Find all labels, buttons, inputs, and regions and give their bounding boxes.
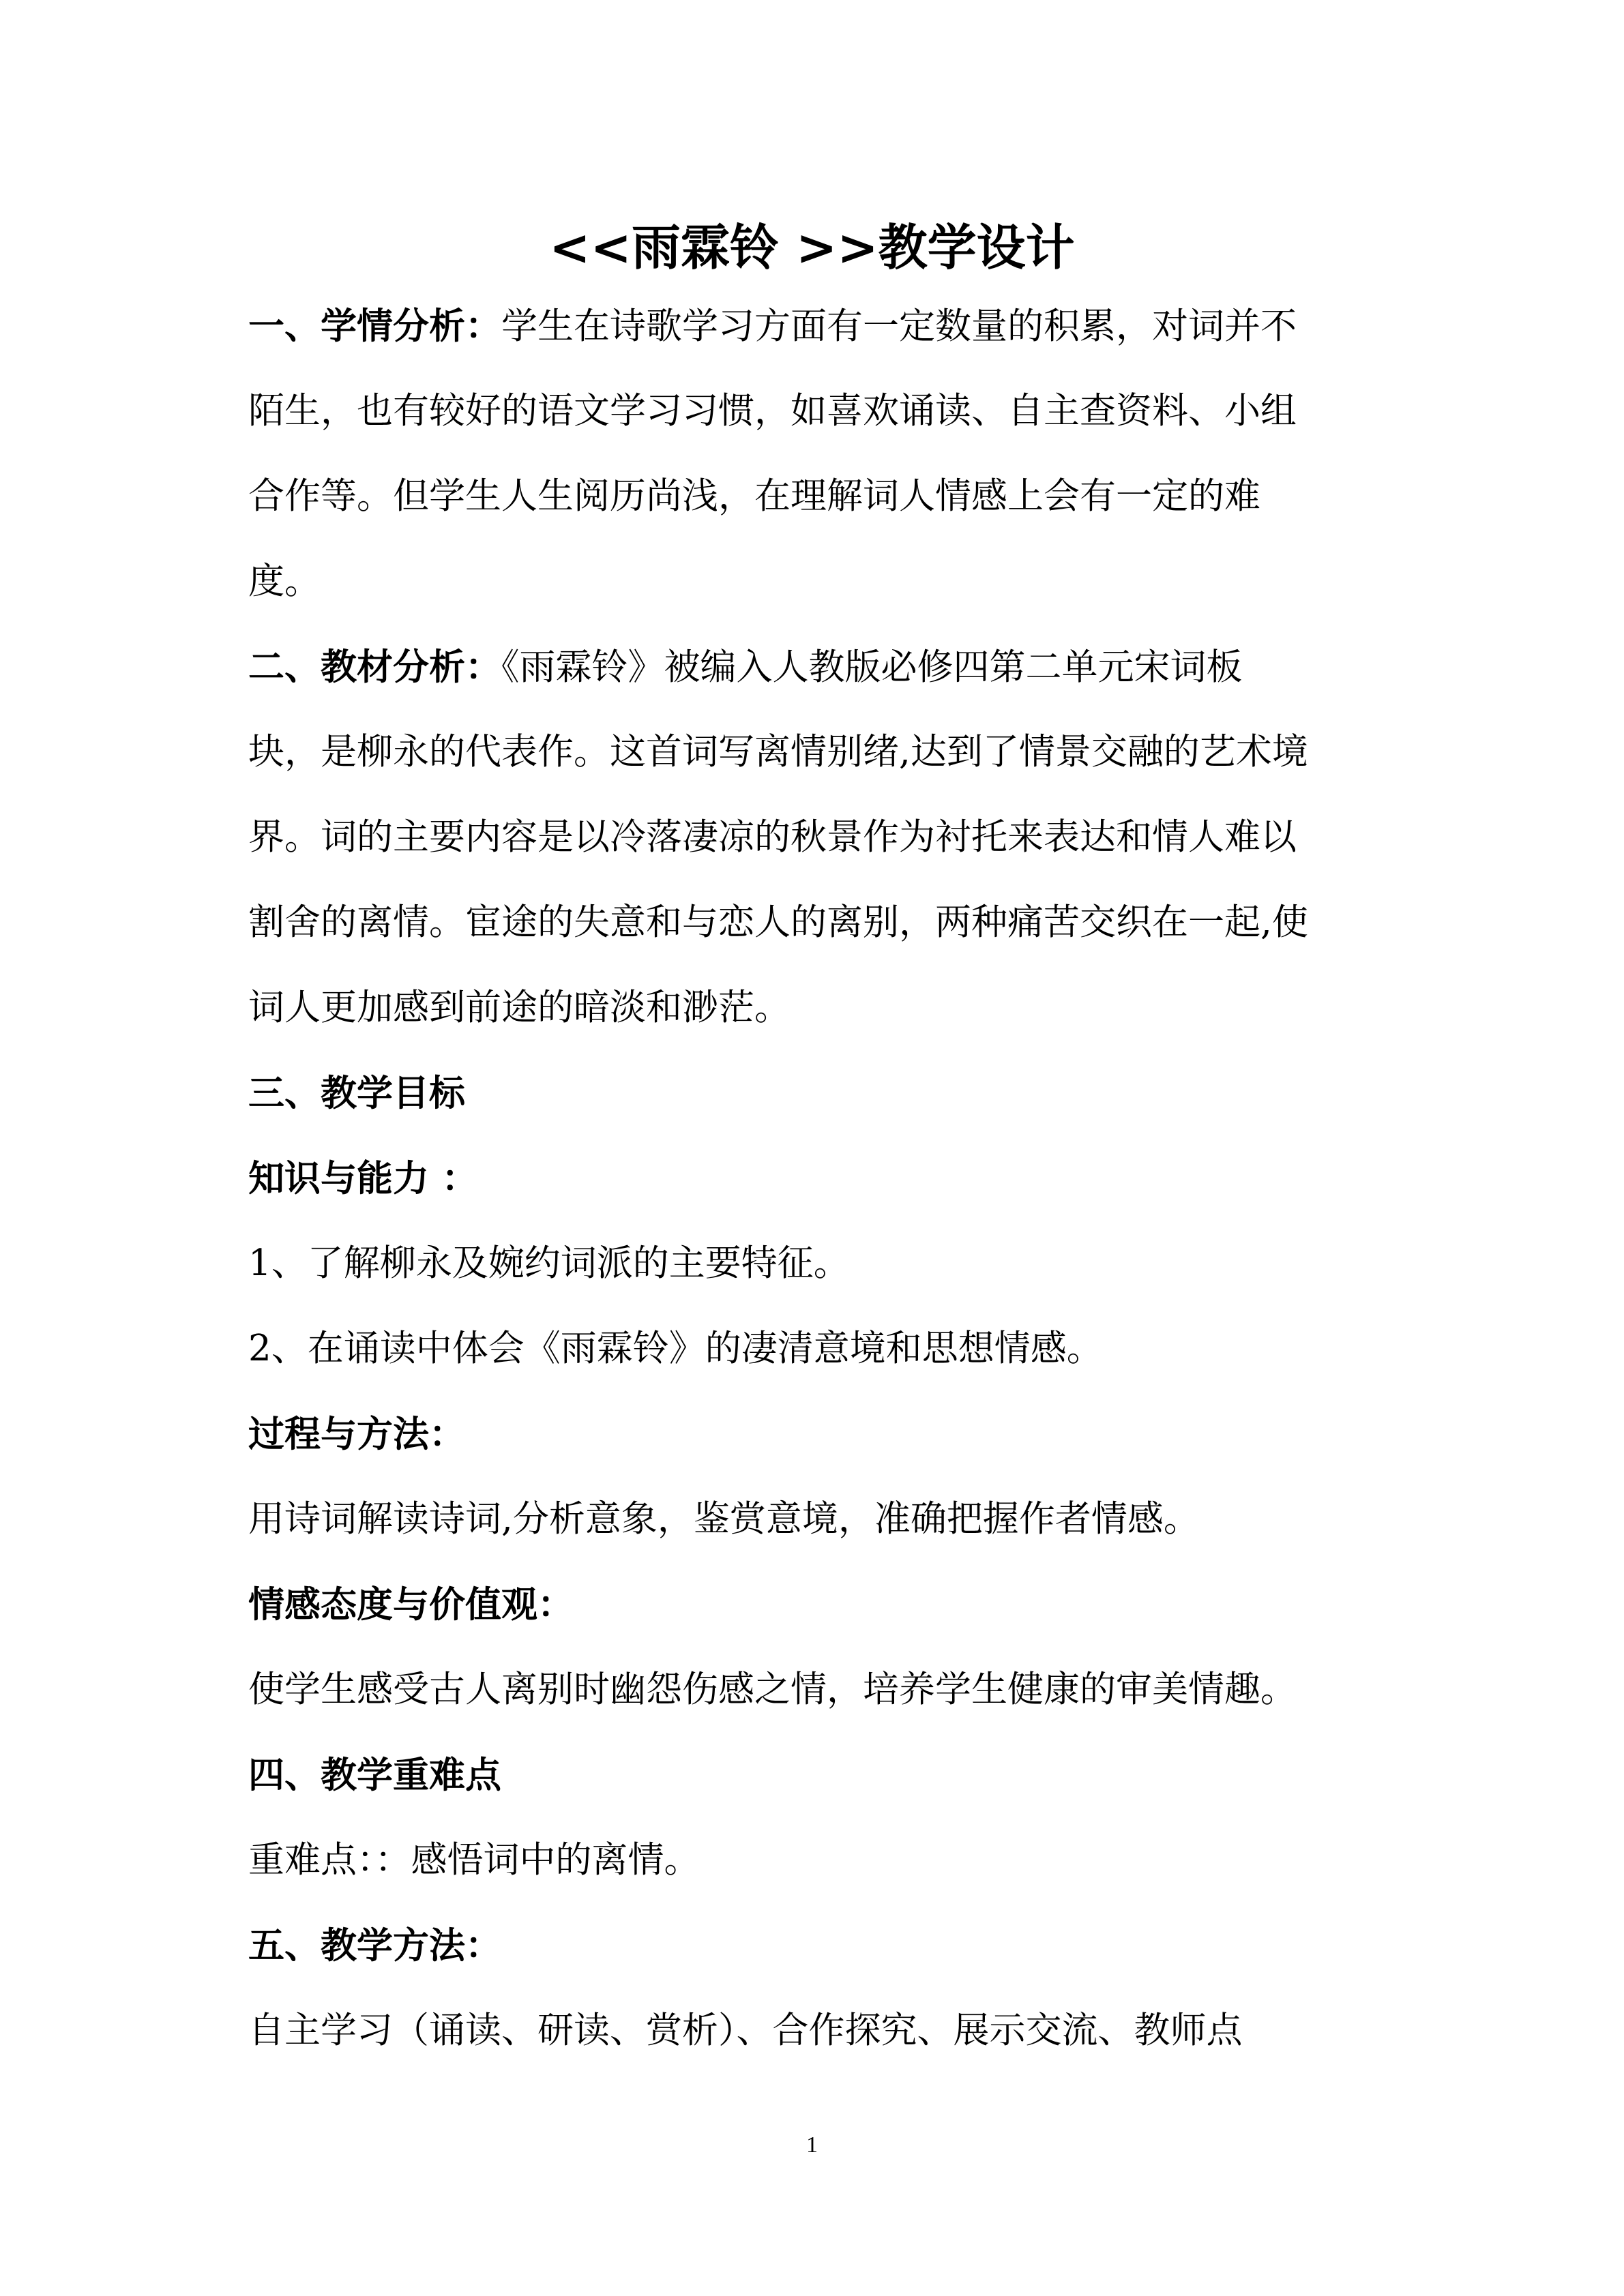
document-title: <<雨霖铃 >>教学设计	[549, 218, 1075, 276]
section2-first-line	[248, 643, 1243, 691]
section2-line-5: 词人更加感到前途的暗淡和渺茫。	[248, 987, 791, 1028]
section1-line-3: 合作等。但学生人生阅历尚浅，在理解词人情感上会有一定的难	[248, 475, 1260, 517]
section5-text: 自主学习（诵读、研读、赏析）、合作探究、展示交流、教师点	[248, 2010, 1243, 2051]
section5-heading: 五、教学方法：	[248, 1924, 501, 1967]
section2-heading: 二、教材分析：	[248, 646, 501, 688]
section2-line-3: 界。词的主要内容是以冷落凄凉的秋景作为衬托来表达和情人难以	[248, 816, 1297, 858]
section1-line-4: 度。	[248, 561, 321, 602]
section2-line-2: 块，是柳永的代表作。这首词写离情别绪,达到了情景交融的艺术境	[248, 731, 1308, 773]
section2-line-4: 割舍的离情。宦途的失意和与恋人的离别，两种痛苦交织在一起,使	[248, 901, 1308, 943]
section1-line-1: 学生在诗歌学习方面有一定数量的积累，对词并不	[501, 305, 1297, 347]
process-heading: 过程与方法：	[248, 1413, 465, 1455]
section4-heading: 四、教学重难点	[248, 1754, 501, 1796]
emotion-text: 使学生感受古人离别时幽怨伤感之情，培养学生健康的审美情趣。	[248, 1669, 1297, 1710]
emotion-heading: 情感态度与价值观：	[248, 1583, 574, 1626]
section4-text: 重难点：：感悟词中的离情。	[248, 1839, 700, 1881]
page-number: 1	[806, 2132, 818, 2158]
knowledge-heading: 知识与能力 ：	[248, 1157, 478, 1199]
section2-line-1: 《雨霖铃》被编入人教版必修四第二单元宋词板	[501, 646, 1243, 688]
process-text: 用诗词解读诗词,分析意象，鉴赏意境，准确把握作者情感。	[248, 1498, 1200, 1540]
section3-heading: 三、教学目标	[248, 1072, 465, 1114]
knowledge-item-2: 2、在诵读中体会《雨霖铃》的凄清意境和思想情感。	[248, 1328, 1103, 1369]
section1-first-line	[248, 302, 1297, 351]
knowledge-item-1: 1、了解柳永及婉约词派的主要特征。	[248, 1242, 850, 1284]
section1-heading: 一、学情分析：	[248, 305, 501, 347]
section1-line-2: 陌生，也有较好的语文学习习惯，如喜欢诵读、自主查资料、小组	[248, 390, 1297, 432]
